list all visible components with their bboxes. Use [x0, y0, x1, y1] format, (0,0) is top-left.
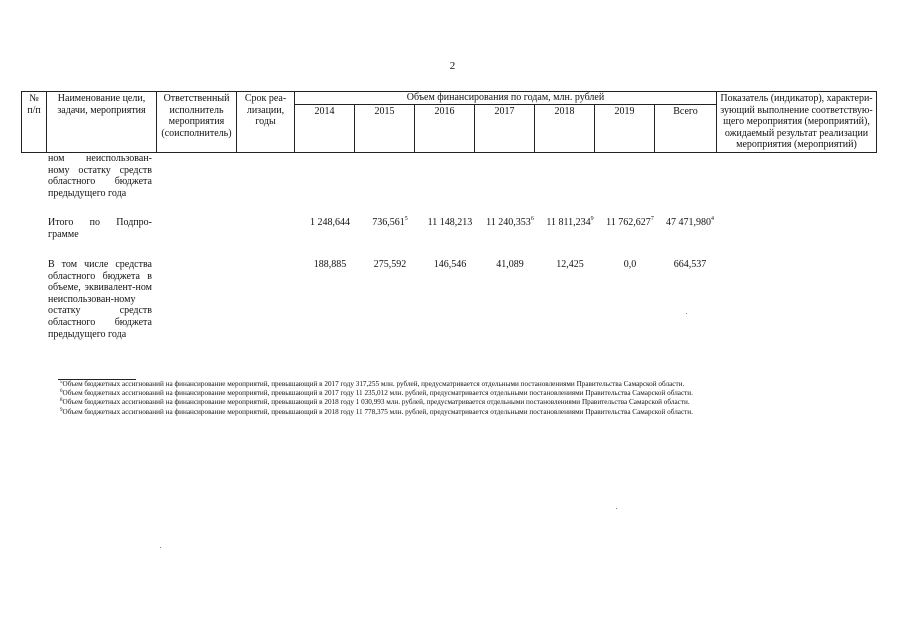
value-2018: 11 811,234$^9$	[546, 216, 594, 228]
value-total: 664,537	[673, 259, 707, 270]
value-2019: 0,0	[623, 259, 637, 270]
value-2019: 11 762,627$^7$	[606, 216, 654, 228]
page-number: 2	[449, 60, 456, 72]
footnote: $^9$Объем бюджетных ассигнований на финансирование мероприятий, превышающий в 2018 году 11 778,375 млн. рублей, предусматривается отдельными постановлениями Правительства Самарской области.	[60, 407, 693, 416]
row-name: ном неиспользован-ному остатку средств областного бюджета предыдущего года	[48, 153, 152, 199]
value-2016: 146,546	[433, 259, 467, 270]
footnote: $^6$Объем бюджетных ассигнований на финансирование мероприятий, превышающий в 2017 году 11 235,012 млн. рублей, предусматривается отдельными постановлениями Правительства Самарской области.	[60, 389, 693, 398]
footnote: $^5$Объем бюджетных ассигнований на финансирование мероприятий, превышающий в 2017 году 317,255 млн. рублей, предусматривается отдельными постановлениями Правительства Самарской области.	[60, 380, 685, 388]
header-year: 2017	[475, 104, 535, 152]
header-year: 2016	[415, 104, 475, 152]
value-2014: 188,885	[313, 259, 347, 270]
header-year: 2018	[535, 104, 595, 152]
footnotes	[60, 380, 693, 417]
row-name: В том числе средства областного бюджета в объеме, эквивалент-ном неиспользован-ному остатку средств областного бюджета предыдущего года	[48, 259, 152, 340]
budget-table-header	[21, 91, 877, 153]
header-number: № п/п	[22, 92, 47, 153]
value-2015: 736,561$^5$	[372, 216, 408, 228]
scan-speck	[160, 547, 161, 548]
header-term: Срок реа-лизации, годы	[237, 92, 295, 153]
header-financing: Объем финансирования по годам, млн. рублей	[295, 92, 717, 105]
header-total: Всего	[655, 104, 717, 152]
value-2018: 12,425	[556, 259, 584, 270]
row-name: Итого по Подпро-грамме	[48, 217, 152, 240]
header-indicator: Показатель (индикатор), характери-зующий выполнение соответствую-щего мероприятия (мероприятий), ожидаемый результат реализации мероприятия (мероприятий)	[717, 92, 877, 153]
scan-speck	[616, 508, 617, 509]
header-year: 2015	[355, 104, 415, 152]
header-year: 2019	[595, 104, 655, 152]
header-year: 2014	[295, 104, 355, 152]
value-2014: 1 248,644	[310, 217, 350, 228]
scan-speck	[686, 313, 687, 314]
footnote: $^8$Объем бюджетных ассигнований на финансирование мероприятий, превышающий в 2018 году 1 030,993 млн. рублей, предусматривается отдельными постановлениями Правительства Самарской области.	[60, 398, 690, 407]
header-name: Наименование цели, задачи, мероприятия	[47, 92, 157, 153]
value-2017: 41,089	[496, 259, 524, 270]
value-2017: 11 240,353$^6$	[486, 216, 534, 228]
value-total: 47 471,980$^4$	[666, 216, 714, 228]
value-2015: 275,592	[373, 259, 407, 270]
header-responsible: Ответственный исполнитель мероприятия (соисполнитель)	[157, 92, 237, 153]
value-2016: 11 148,213	[427, 217, 473, 228]
